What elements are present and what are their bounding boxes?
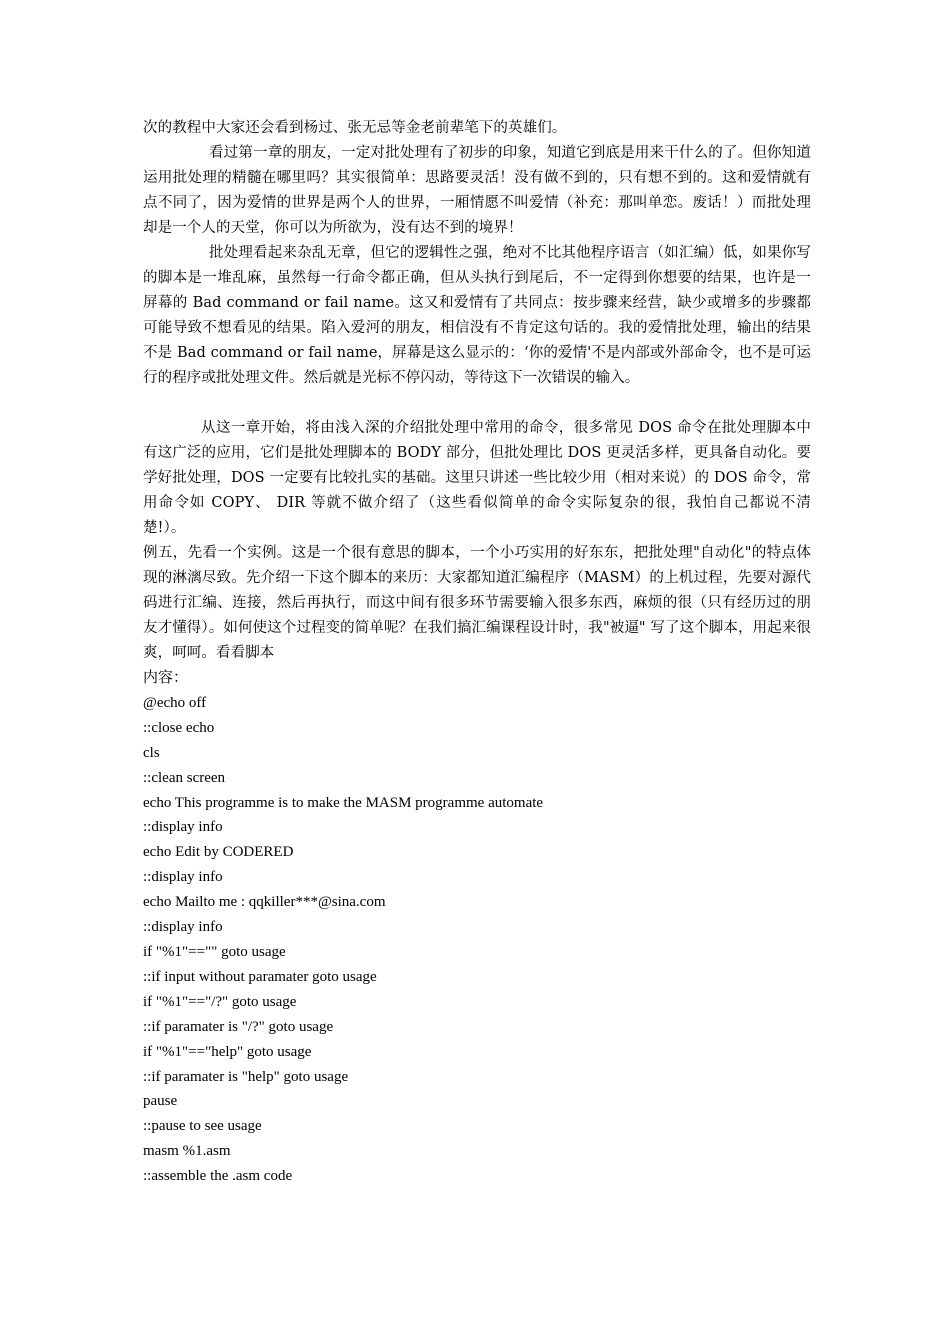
code-line: ::pause to see usage [143,1118,262,1135]
code-line: ::clean screen [143,769,226,786]
paragraph-chapter-one-review: 看过第一章的朋友，一定对批处理有了初步的印象，知道它到底是用来干什么的了。但你知道运用批处理的精髓在哪里吗？其实很简单：思路要灵活！没有做不到的，只有想不到的。这和爱情就有点不同了，因为爱情的世界是两个人的世界，一厢情愿不叫爱情（补充：那叫单恋。废话！）而批处理却是一个人的天堂，你可以为所欲为，没有达不到的境界！ [143,145,811,236]
code-block [143,666,811,1189]
code-line: @echo off [143,694,207,711]
code-line: echo Mailto me : qqkiller***@sina.com [143,894,386,911]
code-line: ::close echo [143,719,215,736]
document-body [143,116,811,1189]
code-line: masm %1.asm [143,1143,231,1160]
code-line: pause [143,1093,178,1110]
paragraph-chapter-intro: 从这一章开始，将由浅入深的介绍批处理中常用的命令，很多常见 DOS 命令在批处理脚本中有这广泛的应用，它们是批处理脚本的 BODY 部分，但批处理比 DOS 更灵活多样，更具备自动化。要学好批处理，DOS 一定要有比较扎实的基础。这里只讲述一些比较少用（相对来说）的 DOS 命令，常用命令如 COPY、 DIR 等就不做介绍了（这些看似简单的命令实际复杂的很，我怕自己都说不清楚!）。 [143,420,811,536]
code-line: ::display info [143,869,223,886]
code-line: 内容： [143,670,189,686]
code-line: ::display info [143,919,223,936]
paragraph-example-five: 例五，先看一个实例。这是一个很有意思的脚本，一个小巧实用的好东东，把批处理"自动化"的特点体现的淋漓尽致。先介绍一下这个脚本的来历：大家都知道汇编程序（MASM）的上机过程，先要对源代码进行汇编、连接，然后再执行，而这中间有很多环节需要输入很多东西，麻烦的很（只有经历过的朋友才懂得）。如何使这个过程变的简单呢？在我们搞汇编课程设计时，我"被逼" 写了这个脚本，用起来很爽，呵呵。看看脚本 [143,545,811,661]
code-line: ::if input without paramater goto usage [143,968,377,985]
paragraph-spacer [143,391,811,416]
code-line: ::display info [143,819,223,836]
code-line: if "%1"=="/?" goto usage [143,993,297,1010]
code-line: echo Edit by CODERED [143,844,294,861]
code-line: if "%1"=="help" goto usage [143,1043,312,1060]
code-line: ::if paramater is "/?" goto usage [143,1018,334,1035]
code-line: cls [143,744,160,761]
code-line: ::assemble the .asm code [143,1168,293,1185]
code-line: echo This programme is to make the MASM programme automate [143,794,544,811]
paragraph-intro-tail: 次的教程中大家还会看到杨过、张无忌等金老前辈笔下的英雄们。 [143,120,567,136]
code-line: if "%1"=="" goto usage [143,943,286,960]
code-line: ::if paramater is "help" goto usage [143,1068,349,1085]
paragraph-batch-logic: 批处理看起来杂乱无章，但它的逻辑性之强，绝对不比其他程序语言（如汇编）低，如果你写的脚本是一堆乱麻，虽然每一行命令都正确，但从头执行到尾后，不一定得到你想要的结果，也许是一屏幕的 Bad command or fail name。这又和爱情有了共同点：按步骤来经营，缺少或增多的步骤都可能导致不想看见的结果。陷入爱河的朋友，相信没有不肯定这句话的。我的爱情批处理，输出的结果不是 Bad command or fail name，屏幕是这么显示的：‘你的爱情'不是内部或外部命令，也不是可运行的程序或批处理文件。然后就是光标不停闪动，等待这下一次错误的输入。 [143,245,811,386]
